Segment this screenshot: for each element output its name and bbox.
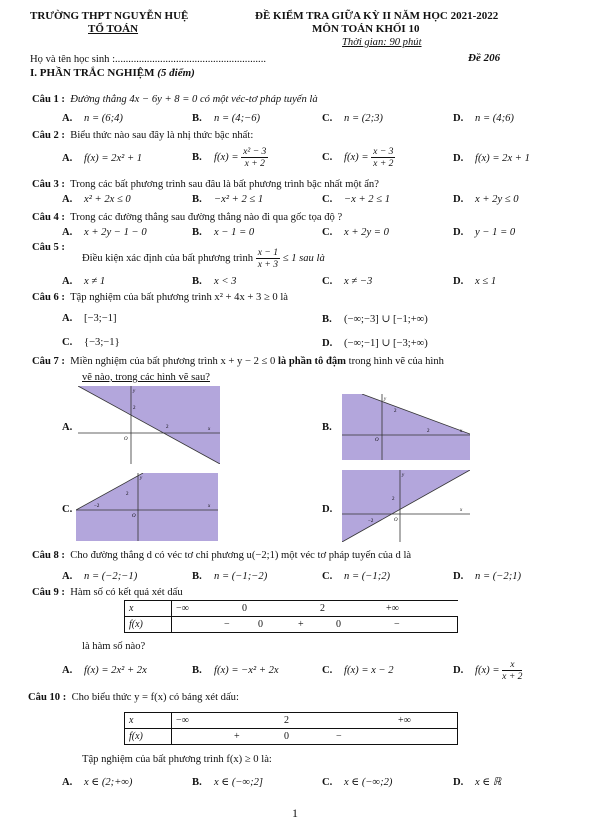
q8-option-b[interactable]: B. n = (−1;−2) [192,571,268,582]
graph-c-origin: O [132,514,136,519]
question-2: Câu 2 : Biểu thức nào sau đây là nhị thức bậc nhất: [32,130,254,141]
q2-option-d[interactable]: D. f(x) = 2x + 1 [453,153,530,164]
q10-option-d[interactable]: D. x ∈ ℝ [453,777,502,788]
section-title: I. PHẦN TRẮC NGHIỆM (5 điểm) [30,67,195,79]
exam-code: Đề 206 [468,52,501,64]
exam-time: Thời gian: 90 phút [342,37,422,48]
q9-option-d[interactable]: D. f(x) = $\frac{x}{x + 2}$ [453,659,523,682]
graph-d-y-label: y [402,473,405,478]
q9-sign-table [124,600,458,633]
q1-option-a[interactable]: A. n = (6;4) [62,113,123,124]
graph-c-neg-two: −2 [94,504,100,509]
q7-graph-c [76,473,218,541]
q4-option-d[interactable]: D. y − 1 = 0 [453,227,516,238]
q7-option-c[interactable]: C. [62,504,73,515]
q7-graph-d [342,470,470,542]
table-row: x −∞ 0 2 +∞ [125,601,458,617]
question-10-after: Tập nghiệm của bất phương trình f(x) ≥ 0 là: [82,754,272,765]
subject-title: MÔN TOÁN KHỐI 10 [312,23,420,35]
question-9: Câu 9 : Hàm số có kết quả xét dấu [32,587,183,598]
question-1: Câu 1 : Đường thẳng 4x − 6y + 8 = 0 có một véc-tơ pháp tuyến là [32,94,318,105]
q8-option-a[interactable]: A. n = (−2;−1) [62,571,138,582]
graph-a-two-y: 2 [133,406,136,411]
q2-option-c[interactable]: C. f(x) = $\frac{x - 3}{x + 2}$ [322,146,394,169]
question-5: Điều kiện xác định của bất phương trình $\frac{x - 1}{x + 3}$ ≤ 1 sau là [82,247,325,270]
table-row: f(x) + 0 − [125,729,458,745]
q6-option-d[interactable]: D. (−∞;−1] ∪ [−3;+∞) [322,338,428,349]
q7-option-a[interactable]: A. [62,422,73,433]
q7-graph-a [78,386,220,464]
graph-a-two-x: 2 [166,425,169,430]
question-7: Câu 7 : Miền nghiệm của bất phương trình x + y − 2 ≤ 0 là phần tô đậm trong hình vẽ của hình [32,356,444,367]
q2-option-a[interactable]: A. f(x) = 2x² + 1 [62,153,143,164]
q3-option-d[interactable]: D. x + 2y ≤ 0 [453,194,519,205]
q1-option-c[interactable]: C. n = (2;3) [322,113,383,124]
question-5-label: Câu 5 : [32,242,65,253]
q2-option-b[interactable]: B. f(x) = $\frac{\text{x² − 3}}{x + 2}$ [192,146,267,169]
q10-option-c[interactable]: C. x ∈ (−∞;2) [322,777,393,788]
question-3: Câu 3 : Trong các bất phương trình sau đâu là bất phương trình bậc nhất một ẩn? [32,179,379,190]
question-4: Câu 4 : Trong các đường thẳng sau đường thẳng nào đi qua gốc tọa độ ? [32,212,343,223]
graph-b-two-x: 2 [427,429,430,434]
exam-title: ĐỀ KIỂM TRA GIỮA KỲ II NĂM HỌC 2021-2022 [255,10,499,22]
q5-option-a[interactable]: A. x ≠ 1 [62,276,106,287]
q7-graph-b [342,394,470,460]
q6-option-b[interactable]: B. (−∞;−3] ∪ [−1;+∞) [322,314,428,325]
q3-option-b[interactable]: B. −x² + 2 ≤ 1 [192,194,264,205]
q5-option-c[interactable]: C. x ≠ −3 [322,276,373,287]
graph-d-origin: O [394,518,398,523]
question-6: Câu 6 : Tập nghiệm của bất phương trình x² + 4x + 3 ≥ 0 là [32,292,289,303]
table-row: f(x) − 0 + 0 − [125,617,458,633]
q5-option-b[interactable]: B. x < 3 [192,276,237,287]
student-name-line: Họ và tên học sinh :......................................................... [30,54,266,65]
graph-d-two-y: 2 [392,497,395,502]
q10-sign-table [124,712,458,745]
question-7-line2: vẽ nào, trong các hình vẽ sau? [82,372,210,383]
q8-option-c[interactable]: C. n = (−1;2) [322,571,391,582]
q3-option-a[interactable]: A. x² + 2x ≤ 0 [62,194,131,205]
graph-c-x-label: x [208,504,211,509]
q6-option-a[interactable]: A. [−3;−1] [62,313,117,324]
page-number: 1 [292,806,298,820]
graph-a-origin: O [124,437,128,442]
q8-option-d[interactable]: D. n = (−2;1) [453,571,522,582]
q3-option-c[interactable]: C. −x + 2 ≤ 1 [322,194,391,205]
question-8: Câu 8 : Cho đường thẳng d có véc tơ chỉ phương u(−2;1) một véc tơ pháp tuyến của d là [32,550,412,561]
graph-b-x-label: x [460,429,463,434]
q10-option-a[interactable]: A. x ∈ (2;+∞) [62,777,133,788]
graph-c-two-y: 2 [126,492,129,497]
q9-option-a[interactable]: A. f(x) = 2x² + 2x [62,665,147,676]
graph-a-y-label: y [133,389,136,394]
question-9-after: là hàm số nào? [82,641,146,652]
graph-c-y-label: y [140,476,143,481]
q10-option-b[interactable]: B. x ∈ (−∞;2] [192,777,264,788]
q9-option-b[interactable]: B. f(x) = −x² + 2x [192,665,279,676]
graph-b-y-label: y [384,397,387,402]
q7-option-b[interactable]: B. [322,422,332,433]
graph-d-x-label: x [460,508,463,513]
table-row: x −∞ 2 +∞ [125,713,458,729]
q4-option-b[interactable]: B. x − 1 = 0 [192,227,255,238]
q6-option-c[interactable]: C. {−3;−1} [62,337,120,348]
question-10: Câu 10 : Cho biểu thức y = f(x) có bảng xét dấu: [28,692,239,703]
q7-option-d[interactable]: D. [322,504,333,515]
school-name: TRƯỜNG THPT NGUYỄN HUỆ [30,10,189,22]
q1-option-d[interactable]: D. n = (4;6) [453,113,514,124]
q1-option-b[interactable]: B. n = (4;−6) [192,113,261,124]
department-name: TỔ TOÁN [88,23,139,35]
graph-d-neg-two: −2 [368,519,374,524]
q4-option-a[interactable]: A. x + 2y − 1 − 0 [62,227,147,238]
q5-option-d[interactable]: D. x ≤ 1 [453,276,497,287]
graph-a-x-label: x [208,427,211,432]
graph-b-origin: O [375,438,379,443]
q4-option-c[interactable]: C. x + 2y = 0 [322,227,389,238]
graph-b-two-y: 2 [394,409,397,414]
q9-option-c[interactable]: C. f(x) = x − 2 [322,665,394,676]
